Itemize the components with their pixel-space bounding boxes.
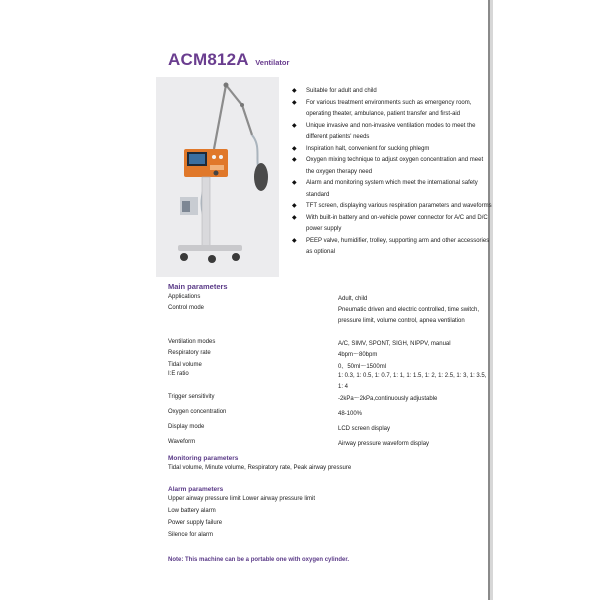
- model-name: ACM812A: [168, 50, 249, 69]
- feature-list: [292, 86, 492, 259]
- diamond-bullet-icon: ◆: [292, 99, 297, 106]
- list-item: ◆ Suitable for adult and child: [292, 86, 492, 98]
- param-label: Ventilation modes: [168, 339, 216, 345]
- param-value: Adult, child: [338, 296, 368, 302]
- list-item: ◆ With built-in battery and on-vehicle power connector for A/C and D/C power supply: [292, 214, 488, 232]
- product-title: [168, 50, 289, 70]
- param-label: Applications: [168, 294, 201, 300]
- param-value: 0、50ml～1500ml: [338, 364, 387, 370]
- param-value: Airway pressure waveform display: [338, 441, 430, 447]
- list-item: ◆ TFT screen, displaying various respiration parameters and waveforms: [292, 201, 492, 213]
- product-subtitle: Ventilator: [255, 58, 290, 67]
- ventilator-photo: [156, 77, 279, 277]
- param-label: Display mode: [168, 424, 205, 430]
- diamond-bullet-icon: ◆: [292, 157, 297, 163]
- param-label: Trigger sensitivity: [168, 394, 215, 400]
- diamond-bullet-icon: ◆: [292, 237, 297, 244]
- list-item: ◆ Alarm and monitoring system which meet the international safety standard: [292, 180, 478, 198]
- param-label: Waveform: [168, 439, 196, 445]
- param-value: 4bpm～80bpm: [338, 352, 378, 358]
- param-label: Control mode: [168, 305, 205, 311]
- list-item: ◆ Oxygen mixing technique to adjust oxygen concentration and meet the oxygen therapy need: [292, 157, 484, 175]
- param-value: Pneumatic driven and electric controlled, time switch, pressure limit, volume control, apnea ventilation: [338, 307, 480, 324]
- monitoring-parameters-text: Tidal volume, Minute volume, Respiratory rate, Peak airway pressure: [168, 465, 352, 471]
- list-item: ◆ For various treatment environments such as emergency room, operating theater, ambulance, patient transfer and first-aid: [292, 99, 472, 117]
- list-item: Low battery alarm: [168, 508, 216, 514]
- param-value: -2kPa～2kPa,continuously adjustable: [338, 396, 438, 402]
- list-item: ◆ Unique invasive and non-invasive ventilation modes to meet the different patients' needs: [292, 122, 476, 140]
- ventilator-illustration: [156, 77, 279, 277]
- param-label: I:E ratio: [168, 371, 189, 377]
- param-value: 48-100%: [338, 411, 363, 417]
- param-label: Tidal volume: [168, 362, 202, 368]
- diamond-bullet-icon: ◆: [292, 203, 297, 209]
- param-value: 1: 0.3, 1: 0.5, 1: 0.7, 1: 1, 1: 1.5, 1: 2, 1: 2.5, 1: 3, 1: 3.5, 1: 4: [338, 373, 487, 390]
- param-label: Respiratory rate: [168, 350, 211, 356]
- diamond-bullet-icon: ◆: [292, 180, 297, 186]
- list-item: Silence for alarm: [168, 532, 214, 538]
- list-item: ◆ Inspiration halt, convenient for sucking phlegm: [292, 144, 492, 156]
- param-value: A/C, SIMV, SPONT, SIGH, NIPPV, manual: [338, 341, 451, 347]
- main-parameters-heading: Main parameters: [168, 282, 228, 291]
- list-item: ◆ PEEP valve, humidifier, trolley, supporting arm and other accessories as optional: [292, 237, 490, 255]
- note-text: Note: This machine can be a portable one with oxygen cylinder.: [168, 557, 350, 563]
- param-value: LCD screen display: [338, 426, 391, 432]
- alarm-parameters-heading: Alarm parameters: [168, 486, 224, 493]
- list-item: Upper airway pressure limit Lower airway pressure limit: [168, 496, 316, 502]
- monitoring-parameters-heading: Monitoring parameters: [168, 455, 239, 462]
- diamond-bullet-icon: ◆: [292, 214, 297, 221]
- param-label: Oxygen concentration: [168, 409, 227, 415]
- list-item: Power supply failure: [168, 520, 223, 526]
- diamond-bullet-icon: ◆: [292, 145, 297, 152]
- diamond-bullet-icon: ◆: [292, 88, 297, 94]
- diamond-bullet-icon: ◆: [292, 122, 297, 129]
